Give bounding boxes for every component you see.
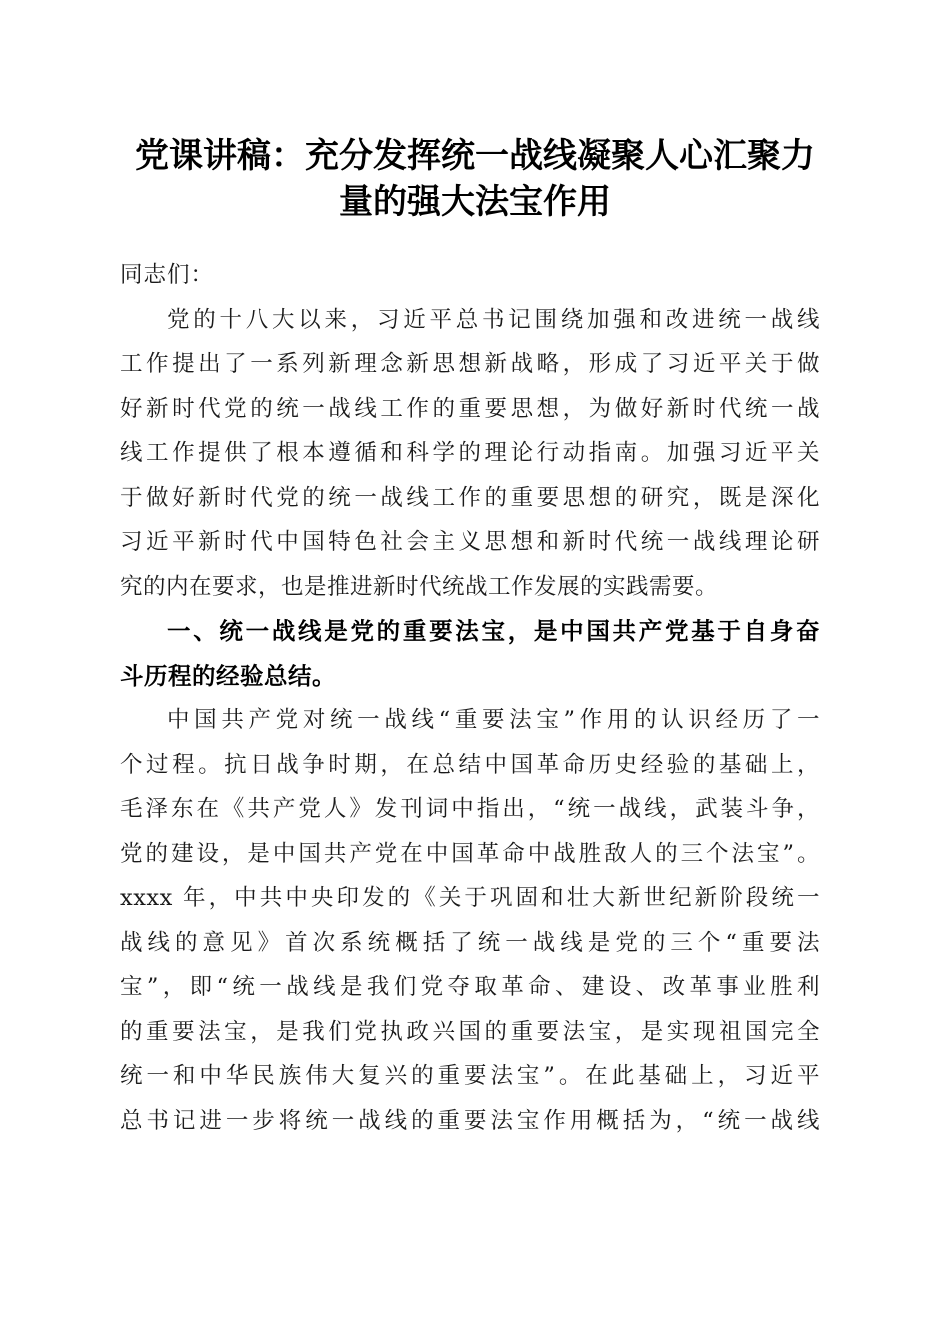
paragraph-line: 究的内在要求，也是推进新时代统战工作发展的实践需要。 xyxy=(120,573,719,600)
heading-line: 一、统一战线是党的重要法宝，是中国共产党基于自身奋 xyxy=(167,617,820,645)
paragraph-line: 的重要法宝，是我们党执政兴国的重要法宝，是实现祖国完全 xyxy=(120,1018,820,1045)
paragraph-line: 党的建设，是中国共产党在中国革命中战胜敌人的三个法宝”。 xyxy=(120,840,820,867)
paragraph-line: 习近平新时代中国特色社会主义思想和新时代统一战线理论研 xyxy=(120,529,820,555)
paragraph-line: 统一和中华民族伟大复兴的重要法宝”。在此基础上，习近平 xyxy=(120,1063,820,1089)
paragraph-line: 个过程。抗日战争时期，在总结中国革命历史经验的基础上， xyxy=(120,751,820,778)
paragraph-line: 中国共产党对统一战线“重要法宝”作用的认识经历了一 xyxy=(167,707,820,733)
paragraph-2 xyxy=(120,698,820,1143)
heading-line: 斗历程的经验总结。 xyxy=(120,661,336,690)
paragraph-line: 线工作提供了根本遵循和科学的理论行动指南。加强习近平关 xyxy=(120,440,820,466)
paragraph-line: 宝”，即“统一战线是我们党夺取革命、建设、改革事业胜利 xyxy=(120,974,820,1000)
section-heading-1 xyxy=(120,609,820,698)
title-line-1: 党课讲稿：充分发挥统一战线凝聚人心汇聚力 xyxy=(135,136,815,176)
document-body xyxy=(120,253,820,1143)
paragraph-line: 好新时代党的统一战线工作的重要思想，为做好新时代统一战 xyxy=(120,395,820,422)
paragraph-line: 毛泽东在《共产党人》发刊词中指出，“统一战线，武装斗争， xyxy=(120,796,820,822)
paragraph-line: xxxx 年，中共中央印发的《关于巩固和壮大新世纪新阶段统一 xyxy=(120,885,820,911)
paragraph-line: 于做好新时代党的统一战线工作的重要思想的研究，既是深化 xyxy=(120,484,820,511)
paragraph-line: 党的十八大以来，习近平总书记围绕加强和改进统一战线 xyxy=(167,306,820,333)
paragraph-line: 战线的意见》首次系统概括了统一战线是党的三个“重要法 xyxy=(120,929,820,956)
greeting: 同志们： xyxy=(120,262,215,288)
paragraph-line: 总书记进一步将统一战线的重要法宝作用概括为，“统一战线 xyxy=(120,1107,820,1134)
paragraph-line: 工作提出了一系列新理念新思想新战略，形成了习近平关于做 xyxy=(120,351,820,377)
document-title xyxy=(110,133,840,225)
title-line-2: 量的强大法宝作用 xyxy=(339,182,611,222)
paragraph-1 xyxy=(120,298,820,610)
